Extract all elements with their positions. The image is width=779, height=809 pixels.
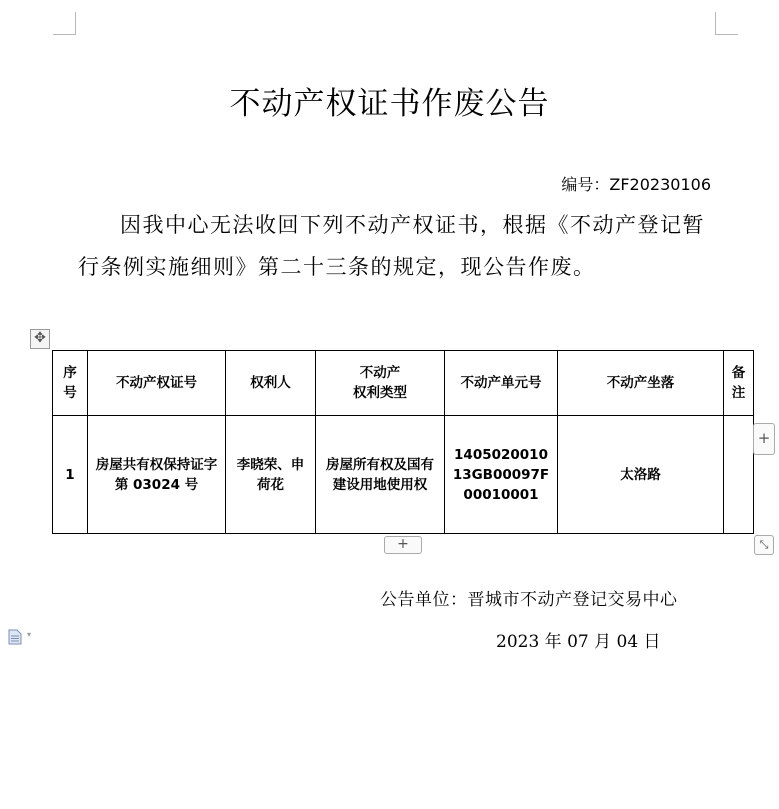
document-number: 编号：ZF20230106 <box>561 175 711 194</box>
header-right-type-line1: 不动产 <box>359 365 401 381</box>
cell-remark[interactable] <box>724 416 754 534</box>
page-options-caret-icon[interactable]: ▾ <box>27 630 32 639</box>
cell-unit-no[interactable]: 140502001013GB00097F00010001 <box>445 416 558 534</box>
issue-date: 2023 年 07 月 04 日 <box>496 632 661 652</box>
header-seq: 序号 <box>53 351 88 416</box>
header-remark: 备注 <box>724 351 754 416</box>
issuer-line: 公告单位：晋城市不动产登记交易中心 <box>380 590 678 610</box>
cell-cert-no[interactable]: 房屋共有权保持证字第 03024 号 <box>88 416 226 534</box>
table-move-handle-icon[interactable]: ✥ <box>30 329 50 349</box>
header-cert-no: 不动产权证号 <box>88 351 226 416</box>
add-row-button[interactable]: + <box>384 536 422 554</box>
table-row <box>53 416 754 534</box>
header-right-type <box>316 351 445 416</box>
certificate-table <box>52 350 754 534</box>
cell-location[interactable]: 太洛路 <box>558 416 724 534</box>
header-holder: 权利人 <box>226 351 316 416</box>
header-unit-no: 不动产单元号 <box>445 351 558 416</box>
add-column-button[interactable]: + <box>753 423 775 455</box>
page-title: 不动产权证书作废公告 <box>229 86 550 122</box>
announcement-paragraph: 因我中心无法收回下列不动产权证书，根据《不动产登记暂行条例实施细则》第二十三条的规定，现公告作废。 <box>78 213 705 279</box>
cell-seq[interactable]: 1 <box>53 416 88 534</box>
table-resize-icon[interactable]: ⤡ <box>754 535 774 555</box>
page-options-icon[interactable] <box>8 629 22 645</box>
cell-right-type[interactable]: 房屋所有权及国有建设用地使用权 <box>316 416 445 534</box>
header-location: 不动产坐落 <box>558 351 724 416</box>
table-header-row <box>53 351 754 416</box>
cell-holder[interactable]: 李晓荣、申荷花 <box>226 416 316 534</box>
page-corner-marker-top-left <box>53 12 76 35</box>
header-right-type-line2: 权利类型 <box>353 385 407 401</box>
page-corner-marker-top-right <box>715 12 738 35</box>
